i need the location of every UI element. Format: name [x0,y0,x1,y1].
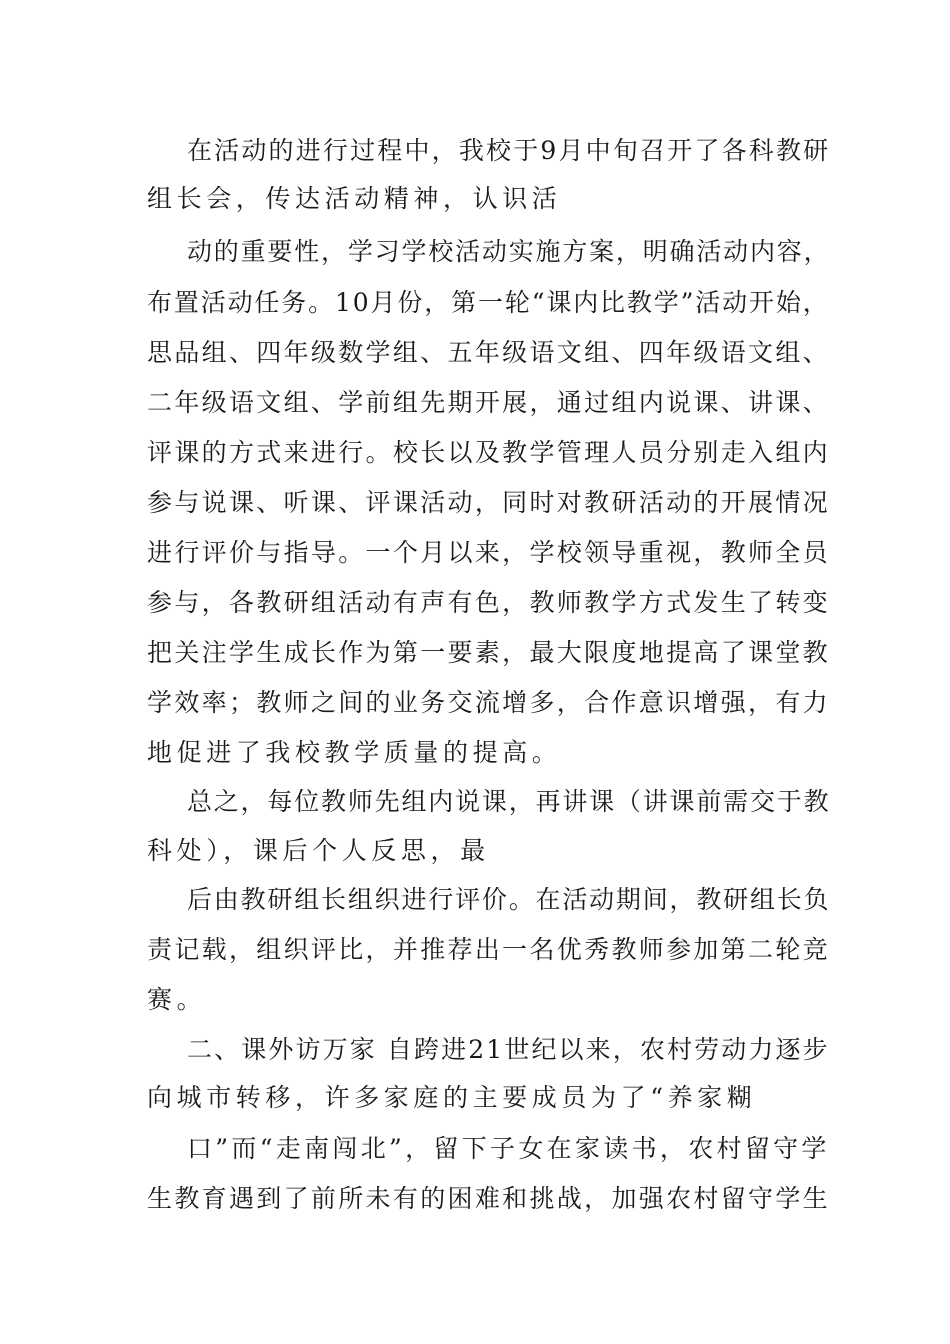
text-line: 布置活动任务。10月份，第一轮“课内比教学”活动开始， [147,288,830,317]
text-line: 总之，每位教师先组内说课，再讲课（讲课前需交于教 [187,787,831,816]
text-line: 赛。 [147,985,207,1014]
text-line: 二、课外访万家 自跨进21世纪以来，农村劳动力逐步 [187,1035,830,1064]
text-line: 生教育遇到了前所未有的困难和挑战，加强农村留守学生 [147,1184,831,1213]
text-line: 责记载，组织评比，并推荐出一名优秀教师参加第二轮竞 [147,935,831,964]
text-line: 动的重要性，学习学校活动实施方案，明确活动内容， [187,237,831,266]
text-line: 参与说课、听课、评课活动，同时对教研活动的开展情况 [147,488,831,517]
text-line: 后由教研组长组织进行评价。在活动期间，教研组长负 [187,885,831,914]
text-line: 口”而“走南闯北”，留下子女在家读书，农村留守学 [187,1134,830,1163]
text-line: 把关注学生成长作为第一要素，最大限度地提高了课堂教 [147,638,831,667]
text-line: 评课的方式来进行。校长以及教学管理人员分别走入组内 [147,438,831,467]
text-line: 向城市转移，许多家庭的主要成员为了“养家糊 [147,1083,757,1112]
text-line: 进行评价与指导。一个月以来，学校领导重视，教师全员 [147,538,831,567]
text-line: 科处），课后个人反思，最 [147,836,490,865]
text-line: 参与，各教研组活动有声有色，教师教学方式发生了转变 [147,588,831,617]
text-line: 在活动的进行过程中，我校于9月中旬召开了各科教研 [187,136,831,165]
text-line: 组长会，传达活动精神，认识活 [147,184,562,213]
text-line: 学效率；教师之间的业务交流增多，合作意识增强，有力 [147,688,831,717]
text-line: 思品组、四年级数学组、五年级语文组、四年级语文组、 [147,338,831,367]
text-line: 地促进了我校教学质量的提高。 [147,738,562,767]
text-line: 二年级语文组、学前组先期开展，通过组内说课、讲课、 [147,388,831,417]
